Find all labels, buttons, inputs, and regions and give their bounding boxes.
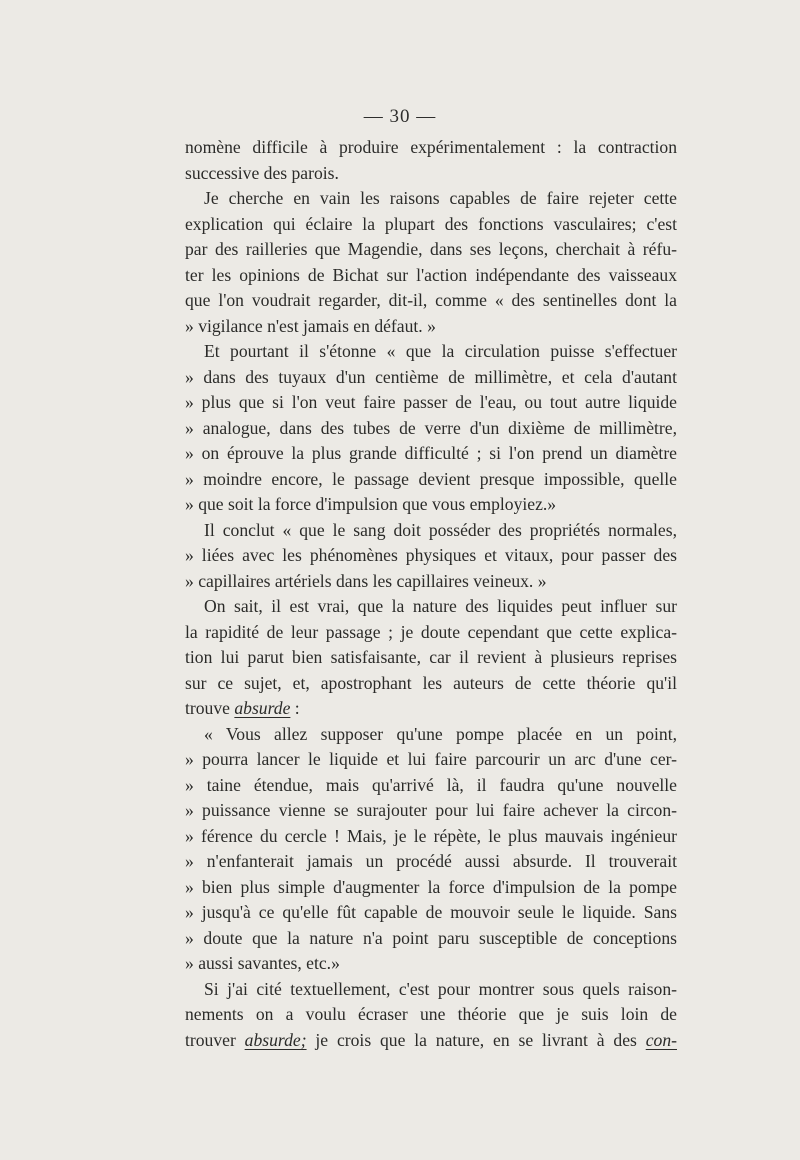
text-line-main: » jusqu'à ce qu'elle fût capable de mouvoir seule le liquide. Sans (185, 902, 677, 922)
text-line-main: » moindre encore, le passage devient presque impossible, quelle (185, 468, 677, 489)
text-block (185, 135, 677, 1053)
text-line-main: Je cherche en vain les raisons capables de faire rejeter cette (204, 188, 677, 208)
text-line-main: » dans des tuyaux d'un centième de millimètre, et cela d'autant (185, 366, 677, 387)
text-line-main: On sait, il est vrai, que la nature des liquides peut influer sur (204, 596, 677, 616)
text-line-main: explication qui éclaire la plupart des fonctions vasculaires; c'est (185, 213, 677, 234)
italic-word: con- (645, 1029, 677, 1050)
text-line-main: nomène difficile à produire expérimentalement : la contraction (185, 137, 677, 157)
text-line (185, 237, 677, 263)
text-line-main: trouver (185, 1029, 245, 1050)
text-line (185, 849, 677, 875)
text-line-main: Si j'ai cité textuellement, c'est pour montrer sous quels raison- (204, 978, 677, 999)
text-line-main: tion lui parut bien satisfaisante, car il revient à plusieurs reprises (185, 647, 677, 667)
text-line-main: » liées avec les phénomènes physiques et vitaux, pour passer des (185, 545, 677, 565)
text-line (185, 314, 677, 340)
text-line (185, 645, 677, 671)
page-number: — 30 — (363, 106, 437, 127)
text-line-main: » que soit la force d'impulsion que vous employiez.» (185, 494, 557, 514)
text-line (185, 365, 677, 391)
text-line (185, 390, 677, 416)
text-line (185, 288, 677, 314)
text-line (185, 722, 677, 748)
text-line (185, 212, 677, 238)
text-line-main: sur ce sujet, et, apostrophant les auteurs de cette théorie qu'il (185, 672, 677, 693)
text-line-main: Et pourtant il s'étonne « que la circulation puisse s'effectuer (204, 341, 677, 361)
text-line (185, 620, 677, 646)
text-line-main: » férence du cercle ! Mais, je le répète, le plus mauvais ingénieur (185, 825, 677, 846)
text-line-main: Il conclut « que le sang doit posséder des propriétés normales, (204, 519, 677, 540)
text-line (185, 798, 677, 824)
text-line (185, 186, 677, 212)
text-line (185, 1002, 677, 1028)
text-line-main: » vigilance n'est jamais en défaut. » (185, 315, 436, 336)
text-line-main: » analogue, dans des tubes de verre d'un dixième de millimètre, (185, 417, 677, 438)
text-line-after: je crois que la nature, en se livrant à des (306, 1029, 646, 1050)
text-line-main: » aussi savantes, etc.» (185, 953, 340, 973)
text-line-main: par des railleries que Magendie, dans ses leçons, cherchait à réfu- (185, 239, 677, 259)
text-line-main: trouve (185, 698, 235, 718)
text-line-main: successive des parois. (185, 162, 339, 183)
text-line (185, 339, 677, 365)
text-line-main: que l'on voudrait regarder, dit-il, comme « des sentinelles dont la (185, 290, 677, 310)
text-line (185, 747, 677, 773)
text-line-main: la rapidité de leur passage ; je doute cependant que cette explica- (185, 621, 677, 642)
text-line-main: » plus que si l'on veut faire passer de l'eau, ou tout autre liquide (185, 392, 677, 412)
text-line (185, 467, 677, 493)
text-line (185, 926, 677, 952)
text-line-main: » pourra lancer le liquide et lui faire parcourir un arc d'une cer- (185, 749, 677, 769)
text-line (185, 951, 677, 977)
text-line-main: « Vous allez supposer qu'une pompe placée en un point, (204, 723, 677, 744)
text-line-after: : (290, 698, 300, 718)
text-line (185, 161, 677, 187)
text-line-main: » doute que la nature n'a point paru susceptible de conceptions (185, 927, 677, 948)
text-line (185, 518, 677, 544)
text-line-main: » on éprouve la plus grande difficulté ; si l'on prend un diamètre (185, 443, 677, 463)
text-line-main: » taine étendue, mais qu'arrivé là, il faudra qu'une nouvelle (185, 774, 677, 795)
text-line (185, 135, 677, 161)
text-line (185, 773, 677, 799)
text-line (185, 696, 677, 722)
text-line (185, 543, 677, 569)
text-line (185, 824, 677, 850)
italic-word: absurde; (244, 1029, 307, 1050)
text-line (185, 1028, 677, 1054)
text-line-main: » puissance vienne se surajouter pour lui faire achever la circon- (185, 800, 677, 820)
text-line (185, 416, 677, 442)
text-line (185, 875, 677, 901)
text-line-main: nements on a voulu écraser une théorie que je suis loin de (185, 1004, 677, 1024)
text-line (185, 569, 677, 595)
text-line (185, 594, 677, 620)
text-line (185, 671, 677, 697)
text-line (185, 492, 677, 518)
text-line-main: » n'enfanterait jamais un procédé aussi absurde. Il trouverait (185, 851, 677, 871)
text-line (185, 263, 677, 289)
text-line (185, 441, 677, 467)
text-line (185, 900, 677, 926)
italic-word: absurde (234, 698, 291, 718)
text-line-main: ter les opinions de Bichat sur l'action indépendante des vaisseaux (185, 264, 677, 285)
text-line-main: » bien plus simple d'augmenter la force d'impulsion de la pompe (185, 876, 677, 897)
text-line (185, 977, 677, 1003)
text-line-main: » capillaires artériels dans les capillaires veineux. » (185, 570, 547, 591)
